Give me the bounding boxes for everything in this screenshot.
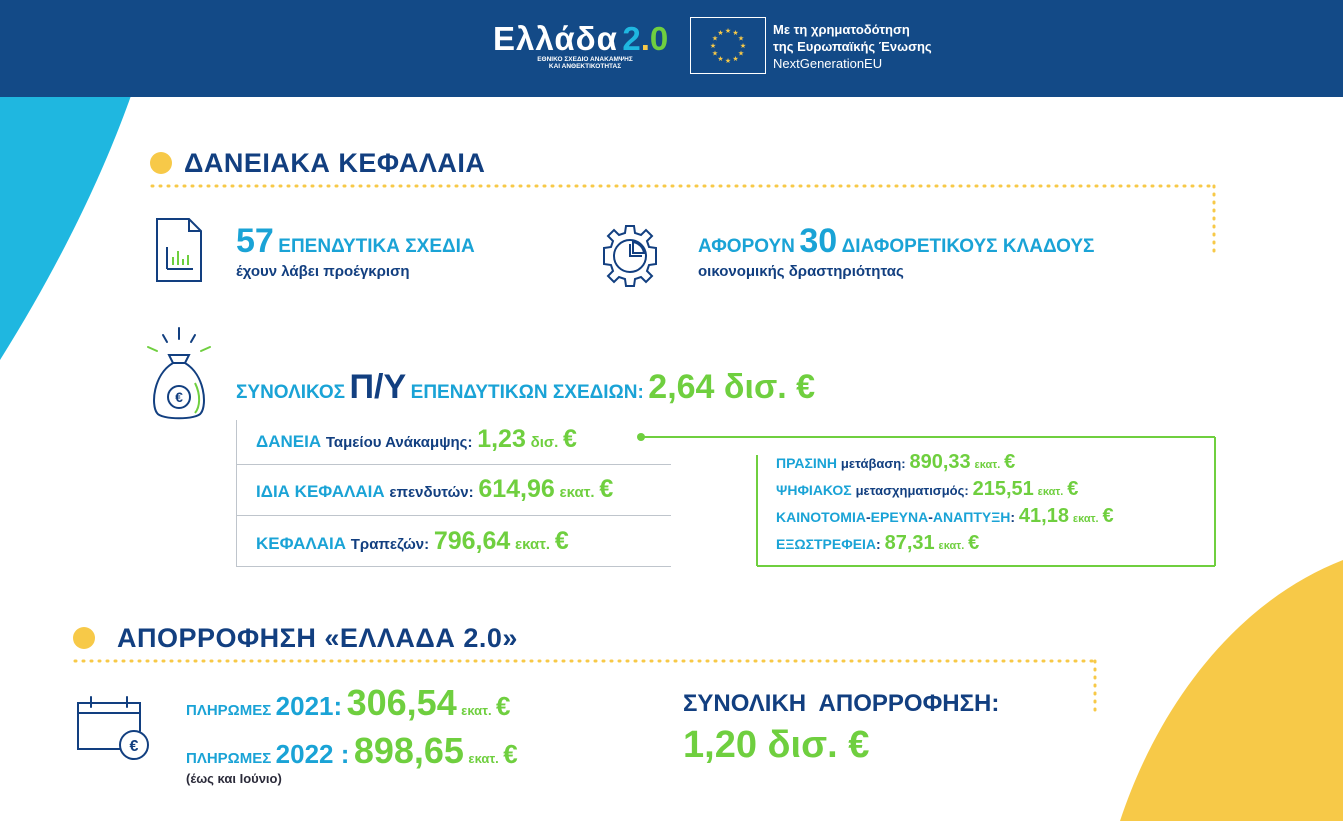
eu-star-icon: ★ <box>711 35 719 43</box>
breakdown-key: ΕΞΩΣΤΡΕΦΕΙΑ <box>776 536 877 552</box>
payments-unit: εκατ. <box>468 751 499 766</box>
total-absorption-value: 1,20 δισ. € <box>683 724 870 766</box>
payments-euro: € <box>496 691 511 721</box>
eu-line-3: NextGenerationEU <box>773 56 883 71</box>
payments-label: ΠΛΗΡΩΜΕΣ <box>186 750 272 767</box>
sectors-subtitle: οικονομικής δραστηριότητας <box>698 263 904 280</box>
section-bullet <box>73 627 95 649</box>
top-banner <box>0 0 1343 97</box>
row-unit: εκατ. <box>515 536 551 553</box>
eu-line-1: Με τη χρηματοδότηση <box>773 22 910 37</box>
svg-text:€: € <box>129 738 139 755</box>
payments-euro: € <box>503 739 518 769</box>
row-value: 614,96 <box>478 475 555 503</box>
calendar-euro-icon <box>74 693 156 763</box>
payments-year: 2022 : <box>275 739 350 769</box>
row-unit: εκατ. <box>559 484 595 501</box>
row-text: Τραπεζών: <box>350 536 430 553</box>
total-budget <box>236 368 815 407</box>
breakdown-key2: ΕΡΕΥΝΑ <box>870 509 929 525</box>
loans-section-title: ΔΑΝΕΙΑΚΑ ΚΕΦΑΛΑΙΑ <box>184 148 486 178</box>
sectors-stat <box>698 222 1094 261</box>
eu-funding-text <box>773 21 932 72</box>
row-value: 1,23 <box>477 425 526 453</box>
breakdown-innovation <box>776 505 1114 528</box>
total-absorption-label: ΣΥΝΟΛΙΚΗ ΑΠΟΡΡΟΦΗΣΗ: <box>683 690 1000 717</box>
breakdown-euro: € <box>1067 478 1079 500</box>
sectors-label: ΔΙΑΦΟΡΕΤΙΚΟΥΣ ΚΛΑΔΟΥΣ <box>841 236 1095 257</box>
eu-star-icon: ★ <box>717 30 724 37</box>
breakdown-unit: εκατ. <box>974 459 1001 471</box>
breakdown-key: ΚΑΙΝΟΤΟΜΙΑ <box>776 509 866 525</box>
breakdown-sep: - <box>928 509 933 525</box>
logo-subtitle-line2: ΚΑΙ ΑΝΘΕΚΤΙΚΟΤΗΤΑΣ <box>548 63 622 70</box>
money-bag-icon <box>143 325 215 425</box>
logo-version-0: 0 <box>649 20 669 57</box>
breakdown-euro: € <box>1004 451 1016 473</box>
funding-row-loans <box>256 425 577 454</box>
payments-year: 2021: <box>275 691 343 721</box>
payments-unit: εκατ. <box>461 703 492 718</box>
eu-star-icon: ★ <box>724 28 732 35</box>
eu-star-icon: ★ <box>737 35 745 43</box>
row-text: επενδυτών: <box>389 484 474 501</box>
budget-prefix: ΣΥΝΟΛΙΚΟΣ <box>236 382 346 403</box>
eu-star-icon: ★ <box>724 58 732 65</box>
budget-py: Π/Υ <box>349 368 407 406</box>
row-euro: € <box>563 425 577 453</box>
plans-label: ΕΠΕΝΔΥΤΙΚΑ ΣΧΕΔΙΑ <box>278 236 475 257</box>
logo-text: Ελλάδα <box>493 20 618 57</box>
payments-value: 898,65 <box>353 730 464 771</box>
breakdown-euro: € <box>1102 505 1114 527</box>
breakdown-unit: εκατ. <box>1072 513 1099 525</box>
logo-subtitle-line1: ΕΘΝΙΚΟ ΣΧΕΔΙΟ ΑΝΑΚΑΜΨΗΣ <box>537 56 633 63</box>
breakdown-value: 41,18 <box>1018 505 1069 527</box>
gear-pie-icon <box>597 223 663 289</box>
budget-middle: ΕΠΕΝΔΥΤΙΚΩΝ ΣΧΕΔΙΩΝ: <box>410 382 644 403</box>
document-chart-icon <box>155 217 203 283</box>
eu-star-icon: ★ <box>732 56 739 63</box>
row-key: ΙΔΙΑ ΚΕΦΑΛΑΙΑ <box>256 482 385 501</box>
plans-subtitle: έχουν λάβει προέγκριση <box>236 263 410 280</box>
row-euro: € <box>554 527 569 555</box>
payments-label: ΠΛΗΡΩΜΕΣ <box>186 702 272 719</box>
funding-row-own-capital <box>256 475 613 504</box>
eu-flag-icon <box>690 17 766 74</box>
eu-star-icon: ★ <box>717 56 724 63</box>
funding-row-banks <box>256 527 569 556</box>
svg-text:€: € <box>175 389 183 405</box>
eu-star-icon: ★ <box>709 43 717 50</box>
breakdown-unit: εκατ. <box>938 540 965 552</box>
breakdown-colon: : <box>1010 509 1016 525</box>
row-value: 796,64 <box>433 527 511 555</box>
section-bullet <box>150 152 172 174</box>
payments-value: 306,54 <box>346 682 457 723</box>
sectors-prefix: ΑΦΟΡΟΥΝ <box>698 236 795 257</box>
logo <box>493 20 668 58</box>
payments-note: (έως και Ιούνιο) <box>186 771 282 786</box>
eu-stars <box>710 27 746 65</box>
payments-2022 <box>186 730 518 772</box>
breakdown-colon: : <box>876 536 881 552</box>
breakdown-sep: - <box>865 509 871 525</box>
plans-number: 57 <box>236 222 274 260</box>
table-divider <box>237 464 671 465</box>
eu-star-icon: ★ <box>737 50 745 58</box>
eu-star-icon: ★ <box>739 43 747 50</box>
logo-version-dot: . <box>640 20 650 57</box>
eu-star-icon: ★ <box>711 50 719 58</box>
row-text: Ταμείου Ανάκαμψης: <box>325 434 473 451</box>
breakdown-value: 890,33 <box>909 451 971 473</box>
budget-value: 2,64 δισ. € <box>648 368 816 406</box>
breakdown-digital <box>776 478 1078 501</box>
breakdown-green <box>776 451 1015 474</box>
row-unit: δισ. <box>530 434 559 451</box>
breakdown-export <box>776 532 979 555</box>
row-key: ΔΑΝΕΙΑ <box>256 432 322 451</box>
eu-star-icon: ★ <box>732 30 739 37</box>
breakdown-text: μετασχηματισμός: <box>855 483 969 498</box>
breakdown-key: ΨΗΦΙΑΚΟΣ <box>776 482 852 498</box>
breakdown-key3: ΑΝΑΠΤΥΞΗ <box>932 509 1011 525</box>
logo-subtitle <box>520 56 650 70</box>
table-divider <box>237 515 671 516</box>
payments-2021 <box>186 682 511 724</box>
sectors-number: 30 <box>799 222 838 260</box>
breakdown-euro: € <box>968 532 980 554</box>
breakdown-key: ΠΡΑΣΙΝΗ <box>776 455 838 471</box>
plans-stat <box>236 222 475 261</box>
row-euro: € <box>599 475 614 503</box>
eu-line-2: της Ευρωπαϊκής Ένωσης <box>773 39 932 54</box>
breakdown-value: 215,51 <box>972 478 1034 500</box>
absorption-section-title: ΑΠΟΡΡΟΦΗΣΗ «ΕΛΛΑΔΑ 2.0» <box>117 623 518 653</box>
row-key: ΚΕΦΑΛΑΙΑ <box>256 534 347 553</box>
logo-version-2: 2 <box>622 20 641 57</box>
breakdown-text: μετάβαση: <box>840 456 906 471</box>
breakdown-unit: εκατ. <box>1037 486 1064 498</box>
breakdown-value: 87,31 <box>884 532 935 554</box>
